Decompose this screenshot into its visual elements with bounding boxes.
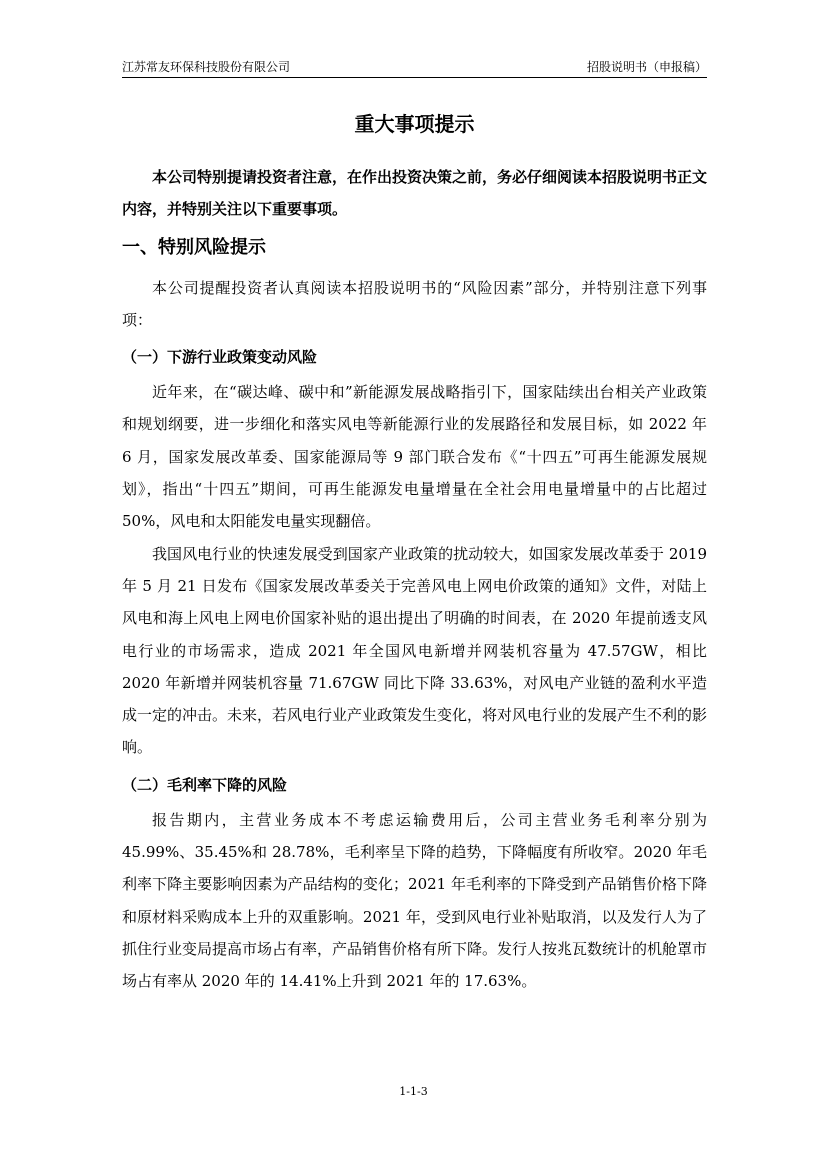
policy-risk-paragraph-2: 我国风电行业的快速发展受到国家产业政策的扰动较大，如国家发展改革委于 2019 年 5 月 21 日发布《国家发展改革委关于完善风电上网电价政策的通知》文件，对陆上风电和海上风电上网电价国家补贴的退出提出了明确的时间表，在 2020 年提前透支风电行业的市场需求，造成 2021 年全国风电新增并网装机容量为 47.57GW，相比 2020 年新增并网装机容量 71.67GW 同比下降 33.63%，对风电产业链的盈利水平造成一定的冲击。未来，若风电行业产业政策发生变化，将对风电行业的发展产生不利的影响。 bbox=[122, 544, 708, 757]
section-heading-special-risk: 一、特别风险提示 bbox=[122, 236, 266, 258]
subsection-heading-policy-risk: （一）下游行业政策变动风险 bbox=[122, 348, 318, 367]
page-body bbox=[122, 95, 707, 998]
policy-risk-paragraph-1: 近年来，在“碳达峰、碳中和”新能源发展战略指引下，国家陆续出台相关产业政策和规划纲要，进一步细化和落实风电等新能源行业的发展路径和发展目标，如 2022 年 6 月，国家发展改革委、国家能源局等 9 部门联合发布《“十四五”可再生能源发展规划》，指出“十四五”期间，可再生能源发电量增量在全社会用电量增量中的占比超过 50%，风电和太阳能发电量实现翻倍。 bbox=[122, 383, 707, 531]
margin-risk-paragraph: 报告期内，主营业务成本不考虑运输费用后，公司主营业务毛利率分别为 45.99%、35.45%和 28.78%，毛利率呈下降的趋势，下降幅度有所收窄。2020 年毛利率下降主要影响因素为产品结构的变化；2021 年毛利率的下降受到产品销售价格下降和原材料采购成本上升的双重影响。2021 年，受到风电行业补贴取消，以及发行人为了抓住行业变局提高市场占有率，产品销售价格有所下降。发行人按兆瓦数统计的机舱罩市场占有率从 2020 年的 14.41%上升到 2021 年的 17.63%。 bbox=[122, 810, 708, 991]
header-divider bbox=[122, 77, 707, 78]
header-document-type: 招股说明书（申报稿） bbox=[586, 60, 707, 74]
subsection-heading-margin-risk: （二）毛利率下降的风险 bbox=[122, 775, 288, 794]
page-header bbox=[122, 56, 707, 78]
section-lead-paragraph: 本公司提醒投资者认真阅读本招股说明书的“风险因素”部分，并特别注意下列事项： bbox=[122, 278, 707, 329]
page-title: 重大事项提示 bbox=[354, 112, 475, 136]
header-company-name: 江苏常友环保科技股份有限公司 bbox=[122, 60, 291, 74]
page-number: 1-1-3 bbox=[399, 1085, 428, 1098]
intro-paragraph: 本公司特别提请投资者注意，在作出投资决策之前，务必仔细阅读本招股说明书正文内容，并特别关注以下重要事项。 bbox=[122, 168, 708, 219]
